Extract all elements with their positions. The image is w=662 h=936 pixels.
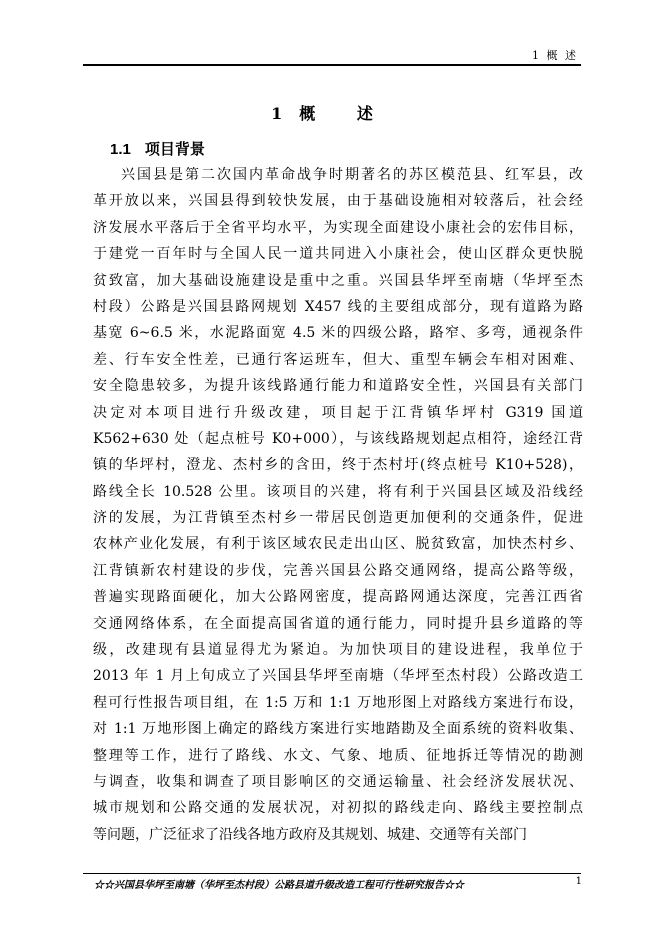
paragraph-line: 安全隐患较多，为提升该线路通行能力和道路安全性，兴国县有关部门 [93, 378, 583, 395]
paragraph-line: 整理等工作，进行了路线、水文、气象、地质、征地拆迁等情况的勘测 [93, 747, 583, 764]
paragraph-line: 兴国县是第二次国内革命战争时期著名的苏区模范县、红军县，改 [121, 167, 583, 183]
paragraph-line: 对 1:1 万地形图上确定的路线方案进行实地踏勘及全面系统的资料收集、 [93, 721, 583, 738]
paragraph-line: 革开放以来，兴国县得到较快发展，由于基础设施相对较落后，社会经 [93, 193, 583, 210]
paragraph-line: 路线全长 10.528 公里。该项目的兴建，将有利于兴国县区域及沿线经 [93, 483, 583, 500]
paragraph-line: 差、行车安全性差，已通行客运班车，但大、重型车辆会车相对困难、 [93, 351, 583, 368]
section-number: 1.1 [110, 141, 131, 158]
section-heading [110, 138, 205, 159]
page-number: 1 [575, 876, 582, 887]
chapter-title [0, 101, 662, 124]
paragraph-line: 贫致富，加大基础设施建设是重中之重。兴国县华坪至南塘（华坪至杰 [93, 272, 583, 289]
paragraph-line: 济发展水平落后于全省平均水平，为实现全面建设小康社会的宏伟目标， [93, 219, 583, 236]
paragraph-line: 交通网络体系，在全面提高国省道的通行能力，同时提升县乡道路的等 [93, 615, 583, 632]
header-rule [83, 64, 581, 66]
running-header: 1 概 述 [532, 49, 578, 62]
running-footer: ☆☆兴国县华坪至南塘（华坪至杰村段）公路县道升级改造工程可行性研究报告☆☆ [94, 880, 464, 891]
chapter-number: 1 [271, 104, 284, 123]
paragraph-line: K562+630 处（起点桩号 K0+000），与该线路规划起点相符，途经江背 [93, 430, 583, 447]
paragraph-line: 程可行性报告项目组，在 1:5 万和 1:1 万地形图上对路线方案进行布设， [93, 694, 583, 711]
paragraph-line: 于建党一百年时与全国人民一道共同进入小康社会，使山区群众更快脱 [93, 246, 583, 263]
paragraph-line: 级，改建现有县道显得尤为紧迫。为加快项目的建设进程，我单位于 [93, 642, 583, 659]
paragraph-line: 济的发展，为江背镇至杰村乡一带居民创造更加便利的交通条件，促进 [93, 510, 583, 527]
footer-rule [83, 873, 581, 874]
paragraph-line: 基宽 6~6.5 米，水泥路面宽 4.5 米的四级公路，路窄、多弯，通视条件 [93, 325, 583, 342]
paragraph-line: 城市规划和公路交通的发展状况，对初拟的路线走向、路线主要控制点 [93, 800, 583, 817]
paragraph-line: 农林产业化发展，有利于该区域农民走出山区、脱贫致富，加快杰村乡、 [93, 536, 583, 553]
paragraph-line: 等问题，广泛征求了沿线各地方政府及其规划、城建、交通等有关部门 [93, 826, 527, 843]
paragraph-line: 江背镇新农村建设的步伐，完善兴国县公路交通网络，提高公路等级， [93, 562, 583, 579]
paragraph-line: 与调查，收集和调查了项目影响区的交通运输量、社会经济发展状况、 [93, 773, 583, 790]
paragraph-line: 2013 年 1 月上旬成立了兴国县华坪至南塘（华坪至杰村段）公路改造工 [93, 668, 583, 685]
paragraph-line: 决定对本项目进行升级改建，项目起于江背镇华坪村 G319 国道 [93, 404, 583, 421]
paragraph-line: 村段）公路是兴国县路网规划 X457 线的主要组成部分，现有道路为路 [93, 298, 583, 315]
paragraph-line: 镇的华坪村，澄龙、杰村乡的含田，终于杰村圩(终点桩号 K10+528)， [93, 457, 583, 474]
section-title-text: 项目背景 [144, 140, 205, 158]
body-paragraph [93, 162, 583, 848]
paragraph-line: 普遍实现路面硬化，加大公路网密度，提高路网通达深度，完善江西省 [93, 589, 583, 606]
chapter-title-text: 概 述 [299, 104, 391, 123]
